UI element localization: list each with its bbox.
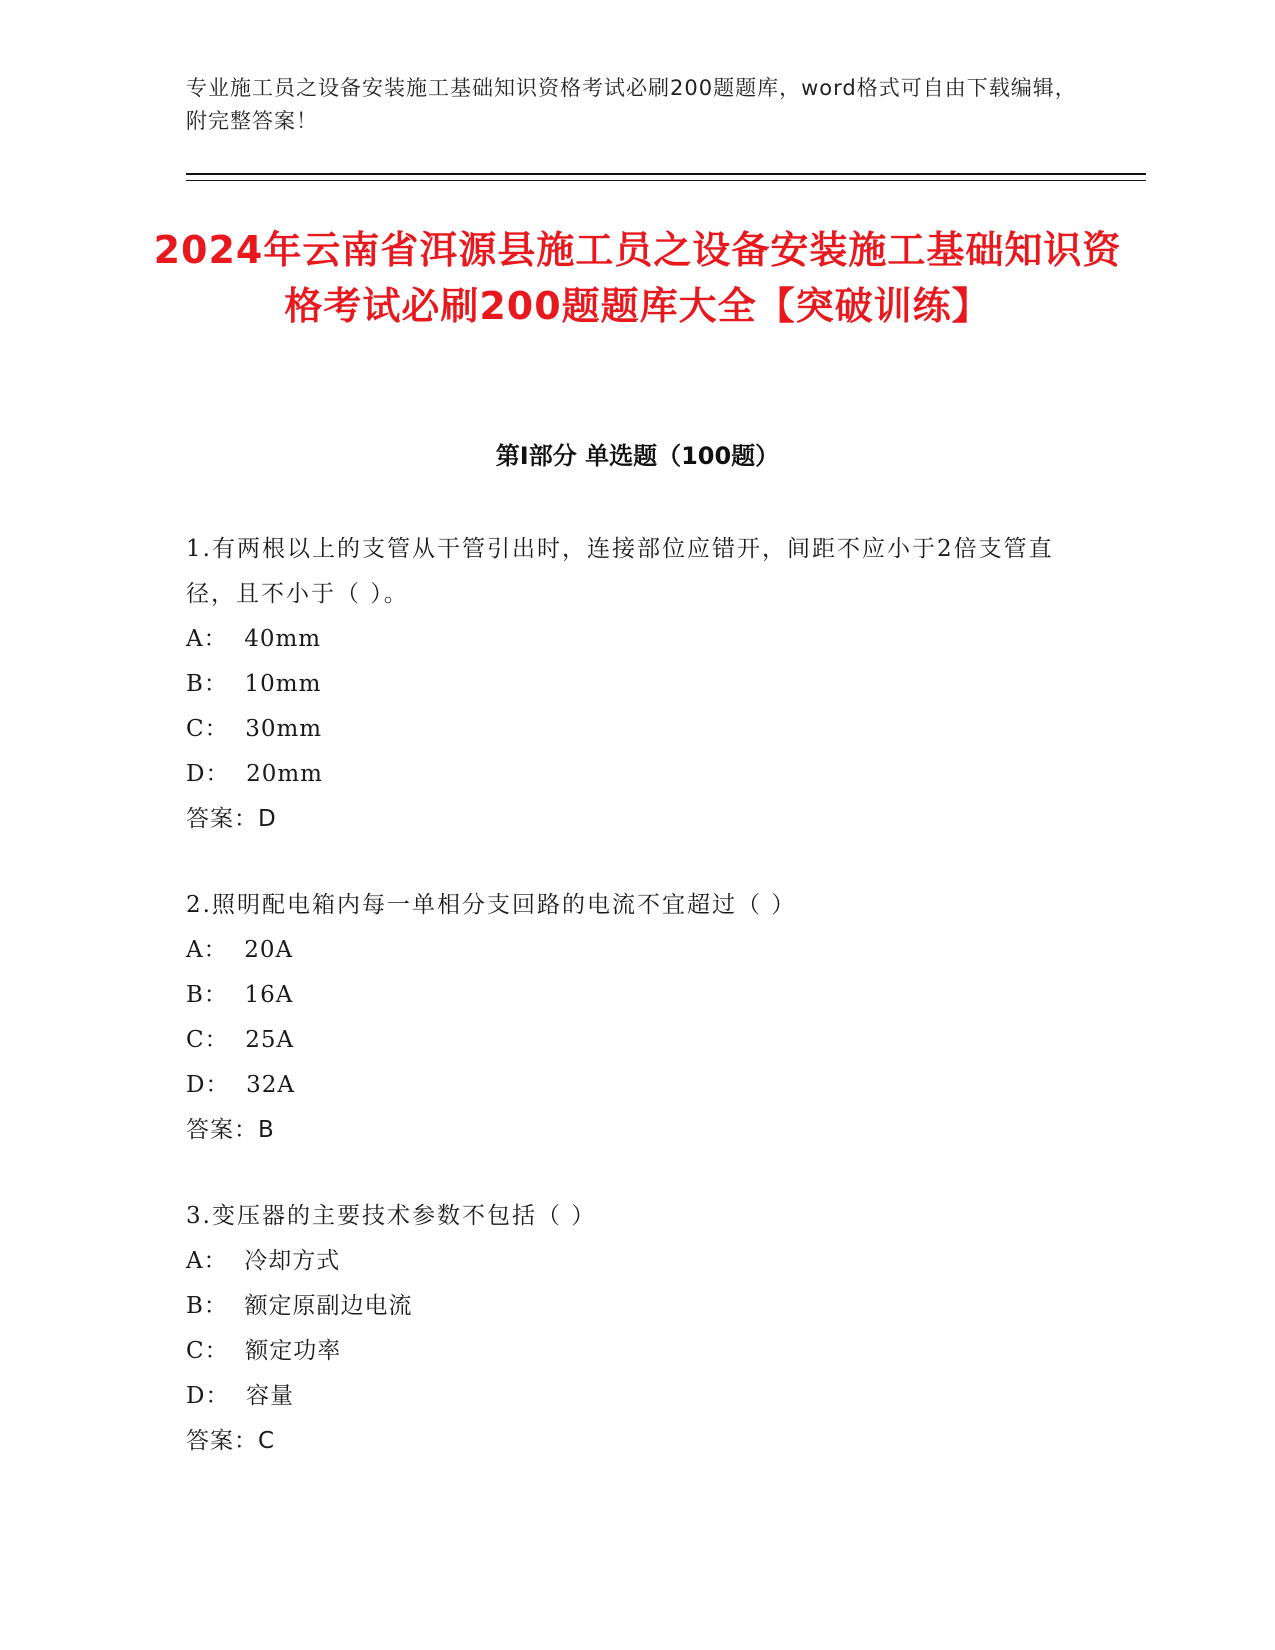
header-rule-thick: [186, 173, 1146, 175]
question-1: [186, 527, 1086, 842]
answer-line: 答案：C: [186, 1428, 276, 1454]
header-rule-thin: [186, 180, 1146, 181]
question-2: [186, 883, 1086, 1153]
option-b: B： 额定原副边电流: [186, 1293, 413, 1319]
answer-line: 答案：D: [186, 806, 277, 832]
option-c: C： 25A: [186, 1027, 295, 1053]
option-c: C： 额定功率: [186, 1338, 342, 1364]
option-b: B： 10mm: [186, 671, 322, 697]
option-d: D： 20mm: [186, 761, 323, 787]
question-stem: 3.变压器的主要技术参数不包括（ ）: [186, 1203, 597, 1229]
question-list: [186, 527, 1086, 1505]
question-stem: 1.有两根以上的支管从干管引出时，连接部位应错开，间距不应小于2倍支管直径，且不小于（ ）。: [186, 536, 1054, 607]
option-a: A： 冷却方式: [186, 1248, 341, 1274]
document-title: 2024年云南省洱源县施工员之设备安装施工基础知识资格考试必刷200题题库大全【突破训练】: [153, 228, 1122, 328]
header-note: 专业施工员之设备安装施工基础知识资格考试必刷200题题库，word格式可自由下载编辑，附完整答案！: [186, 76, 1077, 133]
question-stem: 2.照明配电箱内每一单相分支回路的电流不宜超过（ ）: [186, 892, 797, 918]
option-b: B： 16A: [186, 982, 294, 1008]
option-c: C： 30mm: [186, 716, 323, 742]
option-d: D： 容量: [186, 1383, 295, 1409]
answer-line: 答案：B: [186, 1117, 275, 1143]
question-3: [186, 1194, 1086, 1464]
option-a: A： 40mm: [186, 626, 322, 652]
section-title: 第I部分 单选题（100题）: [495, 442, 780, 470]
option-d: D： 32A: [186, 1072, 295, 1098]
option-a: A： 20A: [186, 937, 294, 963]
